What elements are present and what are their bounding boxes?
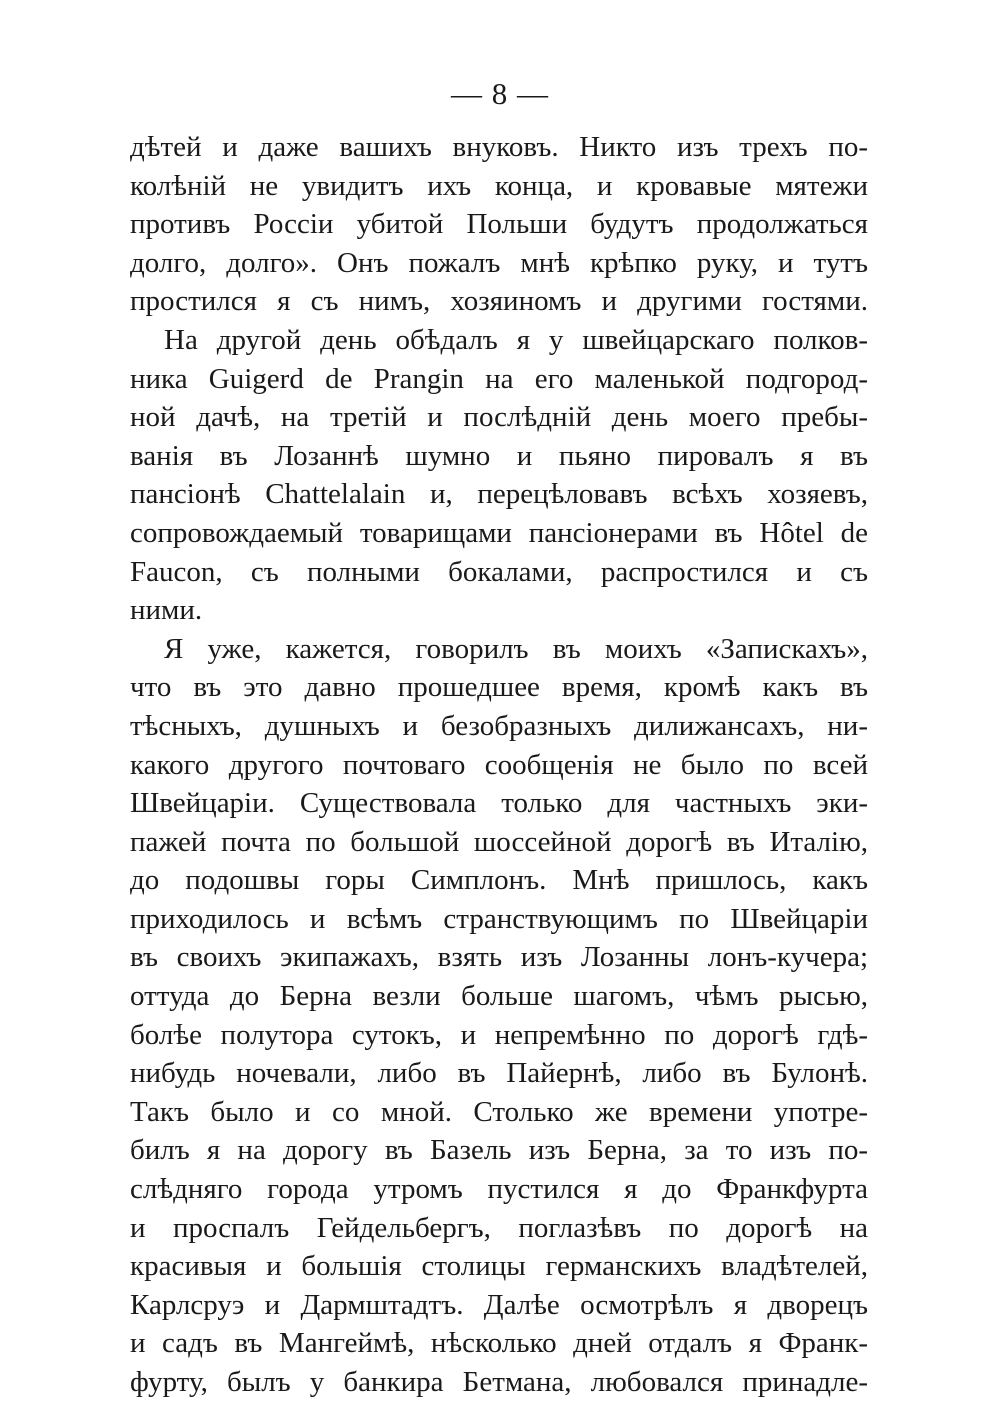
text-line: пансіонѣ Chattelalain и, перецѣловавъ всѣхъ хозяевъ,: [130, 478, 868, 511]
text-line: и садъ въ Мангеймѣ, нѣсколько дней отдалъ я Франк-: [130, 1327, 868, 1360]
text-line: слѣдняго города утромъ пустился я до Франкфурта: [130, 1173, 868, 1206]
text-line: тѣсныхъ, душныхъ и безобразныхъ дилижансахъ, ни-: [130, 709, 868, 742]
text-line: Карлсруэ и Дармштадтъ. Далѣе осмотрѣлъ я дворецъ: [130, 1288, 868, 1321]
text-line: простился я съ нимъ, хозяиномъ и другими гостями.: [130, 285, 868, 318]
text-line: и проспалъ Гейдельбергъ, поглазѣвъ по дорогѣ на: [130, 1211, 868, 1244]
text-line: фурту, былъ у банкира Бетмана, любовался принадле-: [130, 1366, 868, 1398]
text-line: красивыя и большія столицы германскихъ владѣтелей,: [130, 1250, 868, 1283]
text-line: На другой день обѣдалъ я у швейцарскаго полков-: [164, 323, 868, 356]
text-line: Такъ было и со мной. Столько же времени употре-: [130, 1095, 868, 1128]
text-line: оттуда до Берна везли больше шагомъ, чѣмъ рысью,: [130, 980, 868, 1013]
text-line: ной дачѣ, на третій и послѣдній день моего пребы-: [130, 401, 868, 434]
paragraph-2: [130, 321, 868, 630]
text-line: Швейцаріи. Существовала только для частныхъ эки-: [130, 787, 868, 820]
text-line: что въ это давно прошедшее время, кромѣ какъ въ: [130, 671, 868, 704]
text-line: приходилось и всѣмъ странствующимъ по Швейцаріи: [130, 902, 868, 935]
text-line: пажей почта по большой шоссейной дорогѣ въ Италію,: [130, 825, 868, 858]
text-line: противъ Россіи убитой Польши будутъ продолжаться: [130, 208, 868, 241]
body-text: [130, 128, 868, 1402]
text-line: долго, долго». Онъ пожалъ мнѣ крѣпко руку, и тутъ: [130, 246, 868, 279]
text-line: ванія въ Лозаннѣ шумно и пьяно пировалъ я въ: [130, 439, 868, 472]
text-line: Faucon, съ полными бокалами, распростился и съ: [130, 555, 868, 588]
text-line: колѣній не увидитъ ихъ конца, и кровавые мятежи: [130, 169, 868, 202]
paragraph-1: [130, 128, 868, 321]
text-line: ними.: [130, 594, 203, 627]
text-line: билъ я на дорогу въ Базель изъ Берна, за то изъ по-: [130, 1134, 868, 1167]
text-line: до подошвы горы Симплонъ. Мнѣ пришлось, какъ: [130, 864, 868, 897]
text-line: сопровождаемый товарищами пансіонерами въ Hôtel de: [130, 516, 868, 549]
text-line: какого другого почтоваго сообщенія не было по всей: [130, 748, 868, 781]
text-line: въ своихъ экипажахъ, взять изъ Лозанны лонъ-кучера;: [130, 941, 868, 974]
page-number: — 8 —: [451, 76, 549, 111]
text-line: болѣе полутора сутокъ, и непремѣнно по дорогѣ гдѣ-: [130, 1018, 868, 1051]
text-line: Я уже, кажется, говорилъ въ моихъ «Запискахъ»,: [164, 632, 868, 665]
text-line: нибудь ночевали, либо въ Пайернѣ, либо въ Булонѣ.: [130, 1057, 868, 1090]
text-line: дѣтей и даже вашихъ внуковъ. Никто изъ трехъ по-: [130, 131, 868, 163]
text-line: ника Guigerd de Prangin на его маленькой подгород-: [130, 362, 868, 395]
paragraph-3: [130, 630, 868, 1402]
